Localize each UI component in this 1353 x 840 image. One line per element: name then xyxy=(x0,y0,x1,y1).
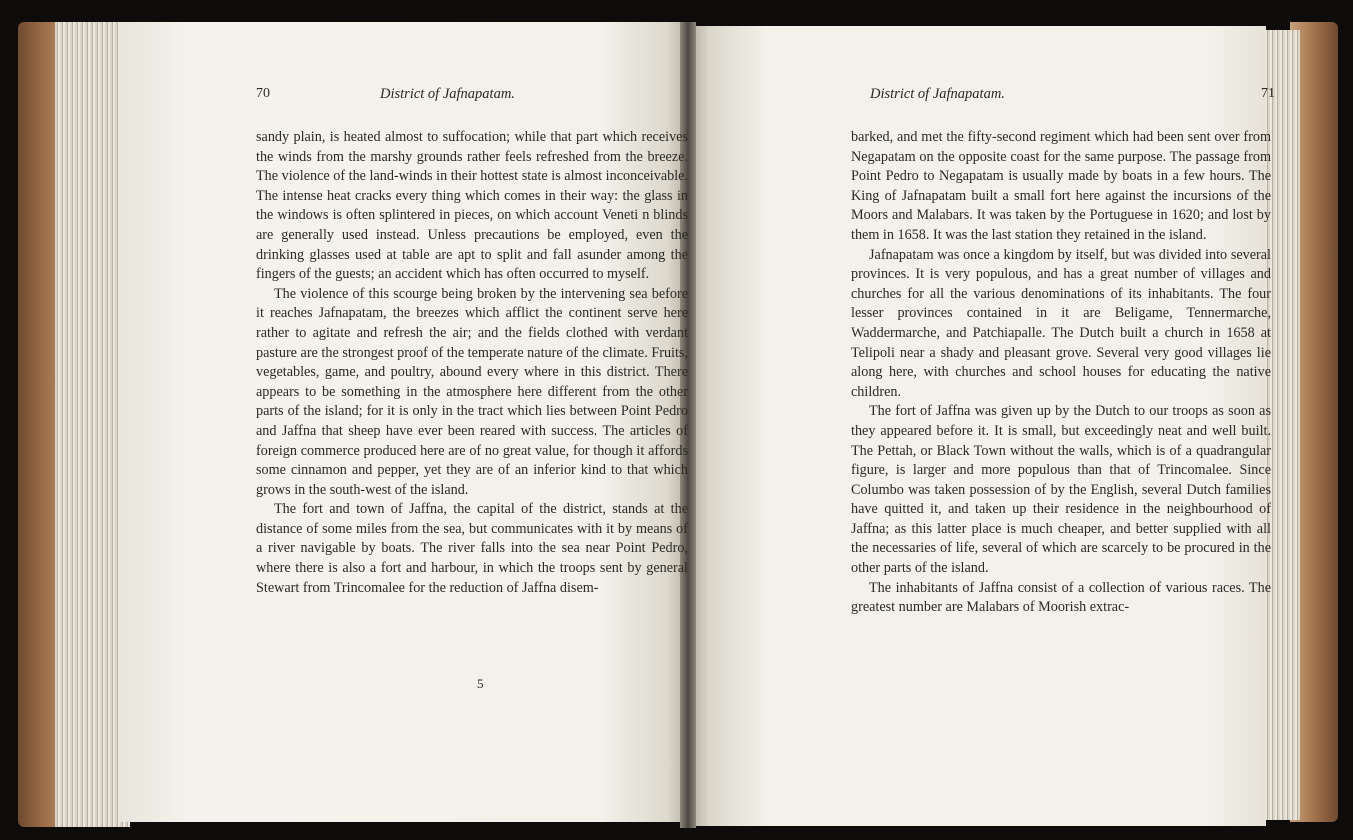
right-page-header xyxy=(870,86,1275,103)
signature-mark: 5 xyxy=(477,676,484,691)
right-page-body xyxy=(851,128,1271,618)
paragraph: The fort of Jaffna was given up by the Dutch to our troops as soon as they appeared before it. It is small, but exceedingly neat and well built. The Pettah, or Black Town without the walls, which is of a quadrangular figure, is larger and more populous than that of Trincomalee. Since Columbo was taken possession of by the English, several Dutch families have quitted it, and taken up their residence in the neighbourhood of Jaffna; as this latter place is much cheaper, and better supplied with all the necessaries of life, several of which are scarcely to be procured in the other parts of the island. xyxy=(851,403,1271,577)
right-running-title: District of Jafnapatam. xyxy=(870,86,1005,102)
left-page-header xyxy=(256,86,676,102)
paragraph: sandy plain, is heated almost to suffocation; while that part which receives the winds from the marshy grounds rather feels refreshed from the breeze. The violence of the land-winds in their hottest state is almost inconceivable. The intense heat cracks every thing which comes in their way: the glass in the windows is often splintered in pieces, on which account Veneti n blinds are generally used instead. Unless precautions be employed, even the drinking glasses used at table are apt to split and fall asunder among the fingers of the guests; an accident which has often occurred to myself. xyxy=(256,129,688,283)
paragraph: barked, and met the fifty-second regiment which had been sent over from Negapatam on the opposite coast for the same purpose. The passage from Point Pedro to Negapatam is usually made by boats in a few hours. The King of Jafnapatam built a small fort here against the incursions of the Moors and Malabars. It was taken by the Portuguese in 1620; and lost by them in 1658. It was the last station they retained in the island. xyxy=(851,129,1271,243)
right-page-number: 71 xyxy=(1261,86,1275,101)
paragraph: The inhabitants of Jaffna consist of a collection of various races. The greatest number are Malabars of Moorish extrac- xyxy=(851,579,1271,616)
paragraph: Jafnapatam was once a kingdom by itself, but was divided into several provinces. It is very populous, and has a great number of villages and churches for all the various denominations of its inhabitants. The four lesser provinces contained in it are Beligame, Tennermarche, Waddermarche, and Patchiapalle. The Dutch built a church in 1658 at Telipoli near a shady and pleasant grove. Several very good villages lie along here, with churches and school houses for educating the native children. xyxy=(851,246,1271,400)
left-page-body xyxy=(256,128,688,598)
left-page-edges xyxy=(55,22,130,827)
paragraph: The fort and town of Jaffna, the capital of the district, stands at the distance of some miles from the sea, but communicates with it by means of a river navigable by boats. The river falls into the sea near Point Pedro, where there is also a fort and harbour, in which the troops sent by general Stewart from Trincomalee for the reduction of Jaffna disem- xyxy=(256,501,688,596)
left-running-title: District of Jafnapatam. xyxy=(380,86,515,102)
left-page-number: 70 xyxy=(256,86,270,101)
paragraph: The violence of this scourge being broken by the intervening sea before it reaches Jafnapatam, the breezes which afflict the continent serve here rather to agitate and refresh the air; and the fields clothed with verdant pasture are the strongest proof of the temperate nature of the climate. Fruits, vegetables, game, and poultry, abound every where in this district. There appears to be something in the atmosphere here different from the other parts of the island; for it is only in the tract which lies between Point Pedro and Jaffna that sheep have ever been reared with success. The articles of foreign commerce produced here are of no great value, for though it affords some cinnamon and pepper, yet they are of an inferior kind to that which grows in the south-west of the island. xyxy=(256,285,688,498)
